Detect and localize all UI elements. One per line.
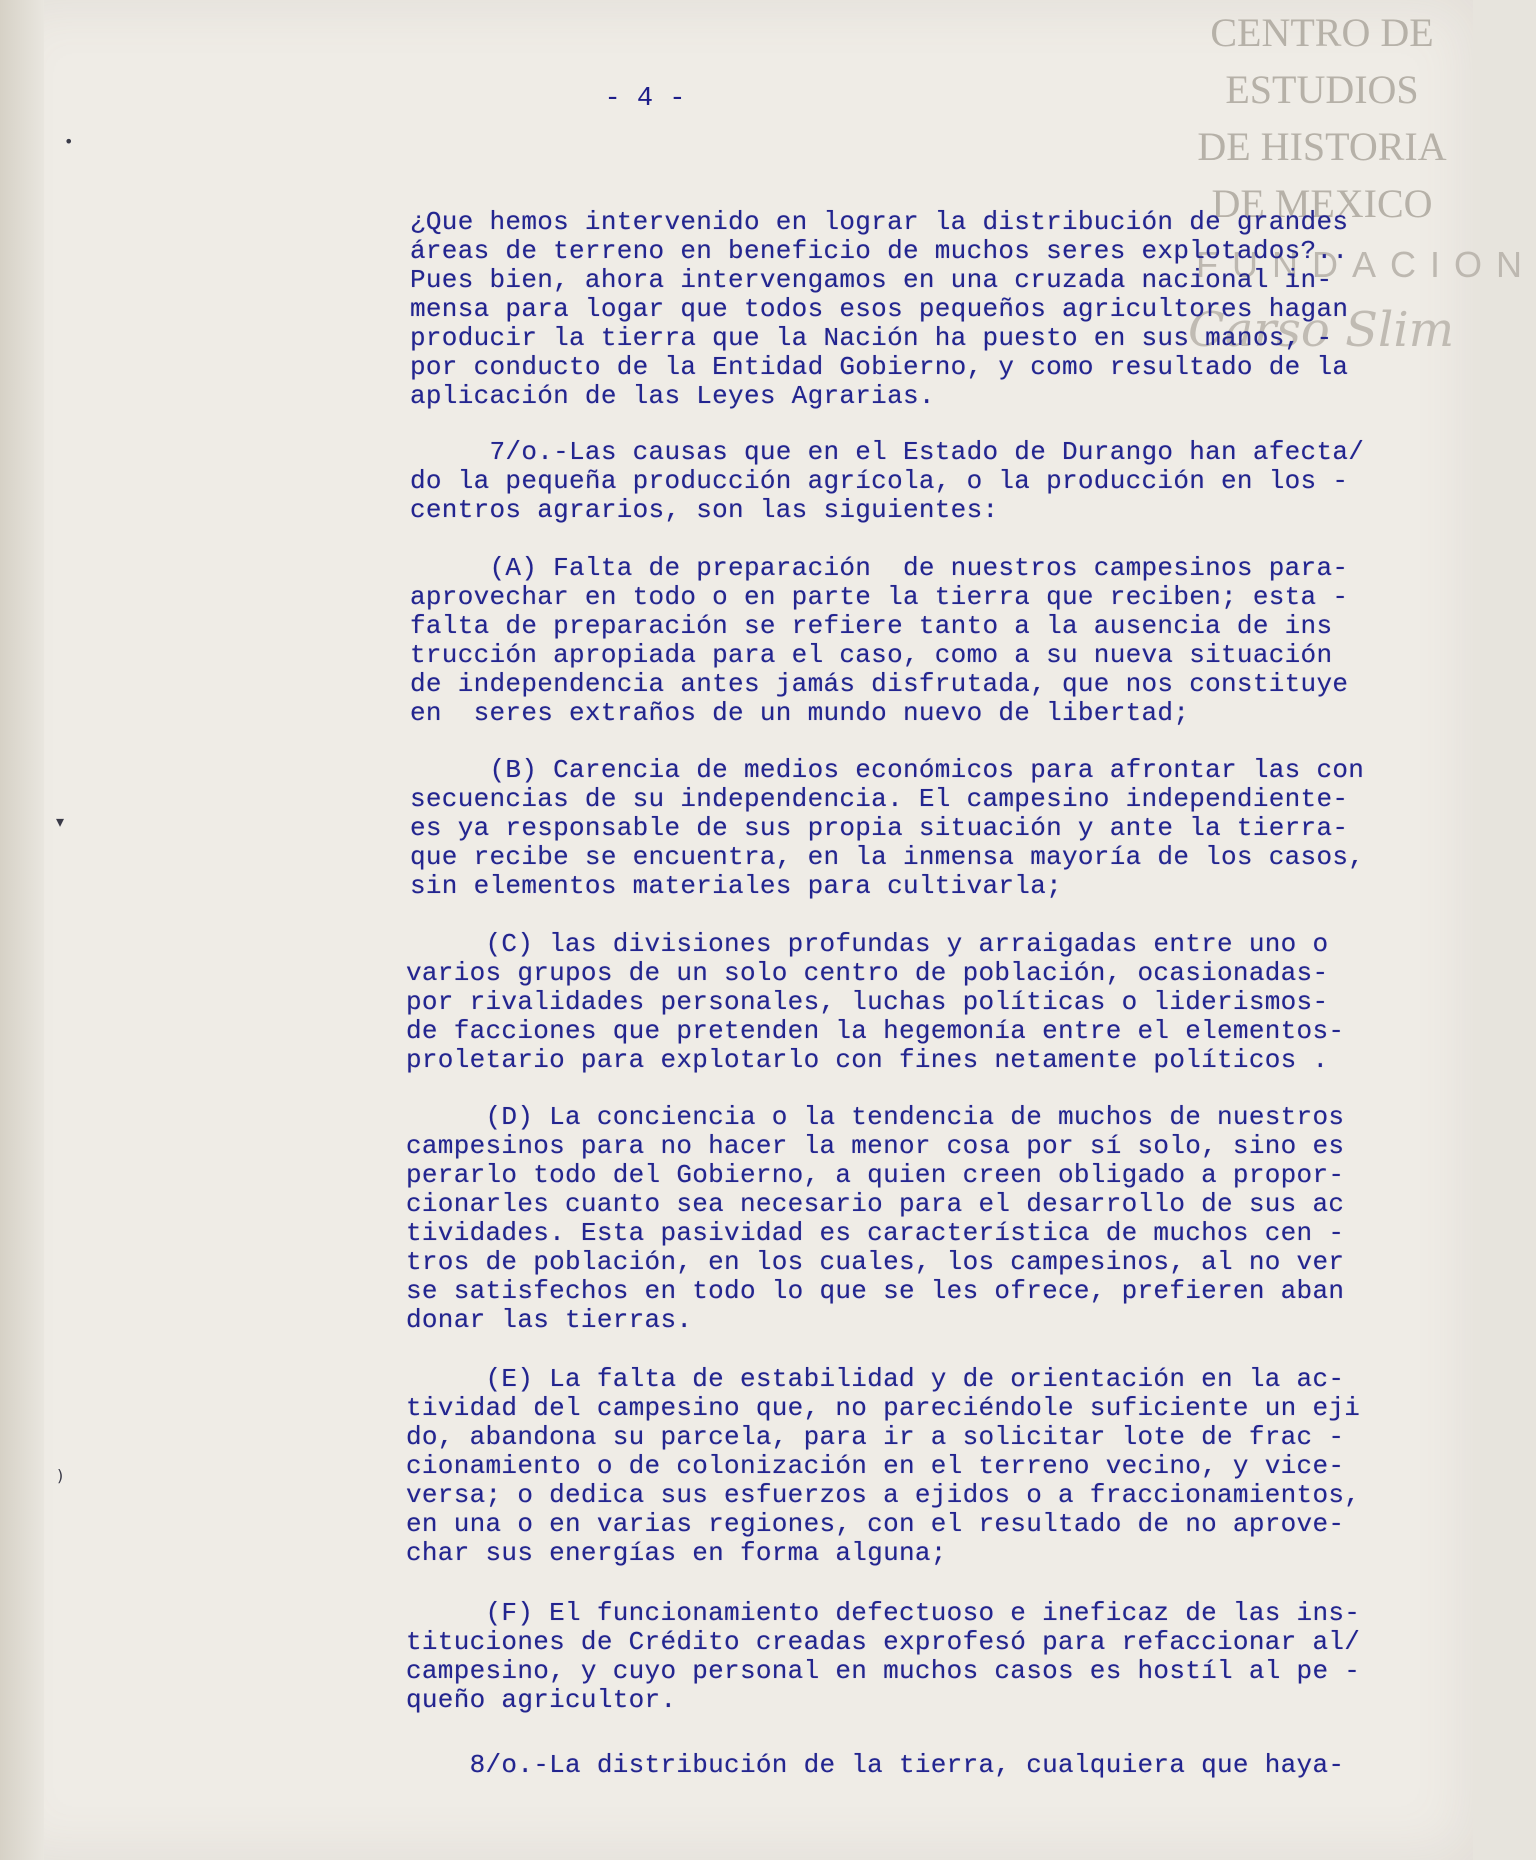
list-item-a: (A) Falta de preparación de nuestros campesinos para- aprovechar en todo o en parte la tierra que reciben; esta - falta de preparación se refiere tanto a la ausencia de ins trucción apropiada para el caso, como a su nueva situación de independencia antes jamás disfrutada, que nos constituye en seres extraños de un mundo nuevo de libertad;: [410, 553, 1349, 728]
scan-left-edge: [0, 0, 44, 1860]
watermark-line: ESTUDIOS: [1225, 67, 1419, 112]
watermark-line: CENTRO DE: [1210, 10, 1434, 55]
paragraph-intro: ¿Que hemos intervenido en lograr la distribución de grandes áreas de terreno en beneficio de muchos seres explotados?.. Pues bien, ahora intervengamos en una cruzada nacional in- mensa para logar que todos esos pequeños agricultores hagan producir la tierra que la Nación ha puesto en sus manos, - por conducto de la Entidad Gobierno, y como resultado de la aplicación de las Leyes Agrarias.: [410, 207, 1349, 411]
paragraph-8: 8/o.-La distribución de la tierra, cualquiera que haya-: [406, 1750, 1345, 1780]
page-number: - 4 -: [604, 84, 686, 114]
list-item-b: (B) Carencia de medios económicos para afrontar las con secuencias de su independencia. El campesino independiente- es ya responsable de sus propia situación y ante la tierra- que recibe se encuentra, en la inmensa mayoría de los casos, sin elementos materiales para cultivarla;: [410, 755, 1365, 901]
margin-tick-mark: ▾: [56, 812, 65, 831]
margin-bracket-mark: ): [57, 1466, 64, 1485]
list-item-e: (E) La falta de estabilidad y de orientación en la ac- tividad del campesino que, no pareciéndole suficiente un eji do, abandona su parcela, para ir a solicitar lote de frac - cionamiento o de colonización en el terreno vecino, y vice- versa; o dedica sus esfuerzos a ejidos o a fraccionamientos, en una o en varias regiones, con el resultado de no aprove- char sus energías en forma alguna;: [406, 1364, 1361, 1568]
list-item-f: (F) El funcionamiento defectuoso e ineficaz de las ins- tituciones de Crédito creadas exprofesó para refaccionar al/ campesino, y cuyo personal en muchos casos es hostíl al pe - queño agricultor.: [406, 1598, 1361, 1715]
paragraph-7: 7/o.-Las causas que en el Estado de Durango han afecta/ do la pequeña producción agrícola, o la producción en los - centros agrarios, son las siguientes:: [410, 437, 1365, 525]
watermark-line: DE MEXICO: [1211, 181, 1433, 226]
archive-watermark: [1172, 4, 1472, 232]
list-item-c: (C) las divisiones profundas y arraigadas entre uno o varios grupos de un solo centro de población, ocasionadas- por rivalidades personales, luchas políticas o liderismos- de facciones que pretenden la hegemonía entre el elementos- proletario para explotarlo con fines netamente políticos .: [406, 929, 1345, 1075]
list-item-d: (D) La conciencia o la tendencia de muchos de nuestros campesinos para no hacer la menor cosa por sí solo, sino es perarlo todo del Gobierno, a quien creen obligado a propor- cionarles cuanto sea necesario para el desarrollo de sus ac tividades. Esta pasividad es característica de muchos cen - tros de población, en los cuales, los campesinos, al no ver se satisfechos en todo lo que se les ofrece, prefieren aban donar las tierras.: [406, 1102, 1345, 1335]
watermark-fundacion: FUNDACION: [1196, 244, 1536, 285]
margin-dot-mark: •: [64, 132, 74, 151]
watermark-signature: Carso Slim: [1188, 302, 1455, 358]
watermark-line: DE HISTORIA: [1197, 124, 1447, 169]
